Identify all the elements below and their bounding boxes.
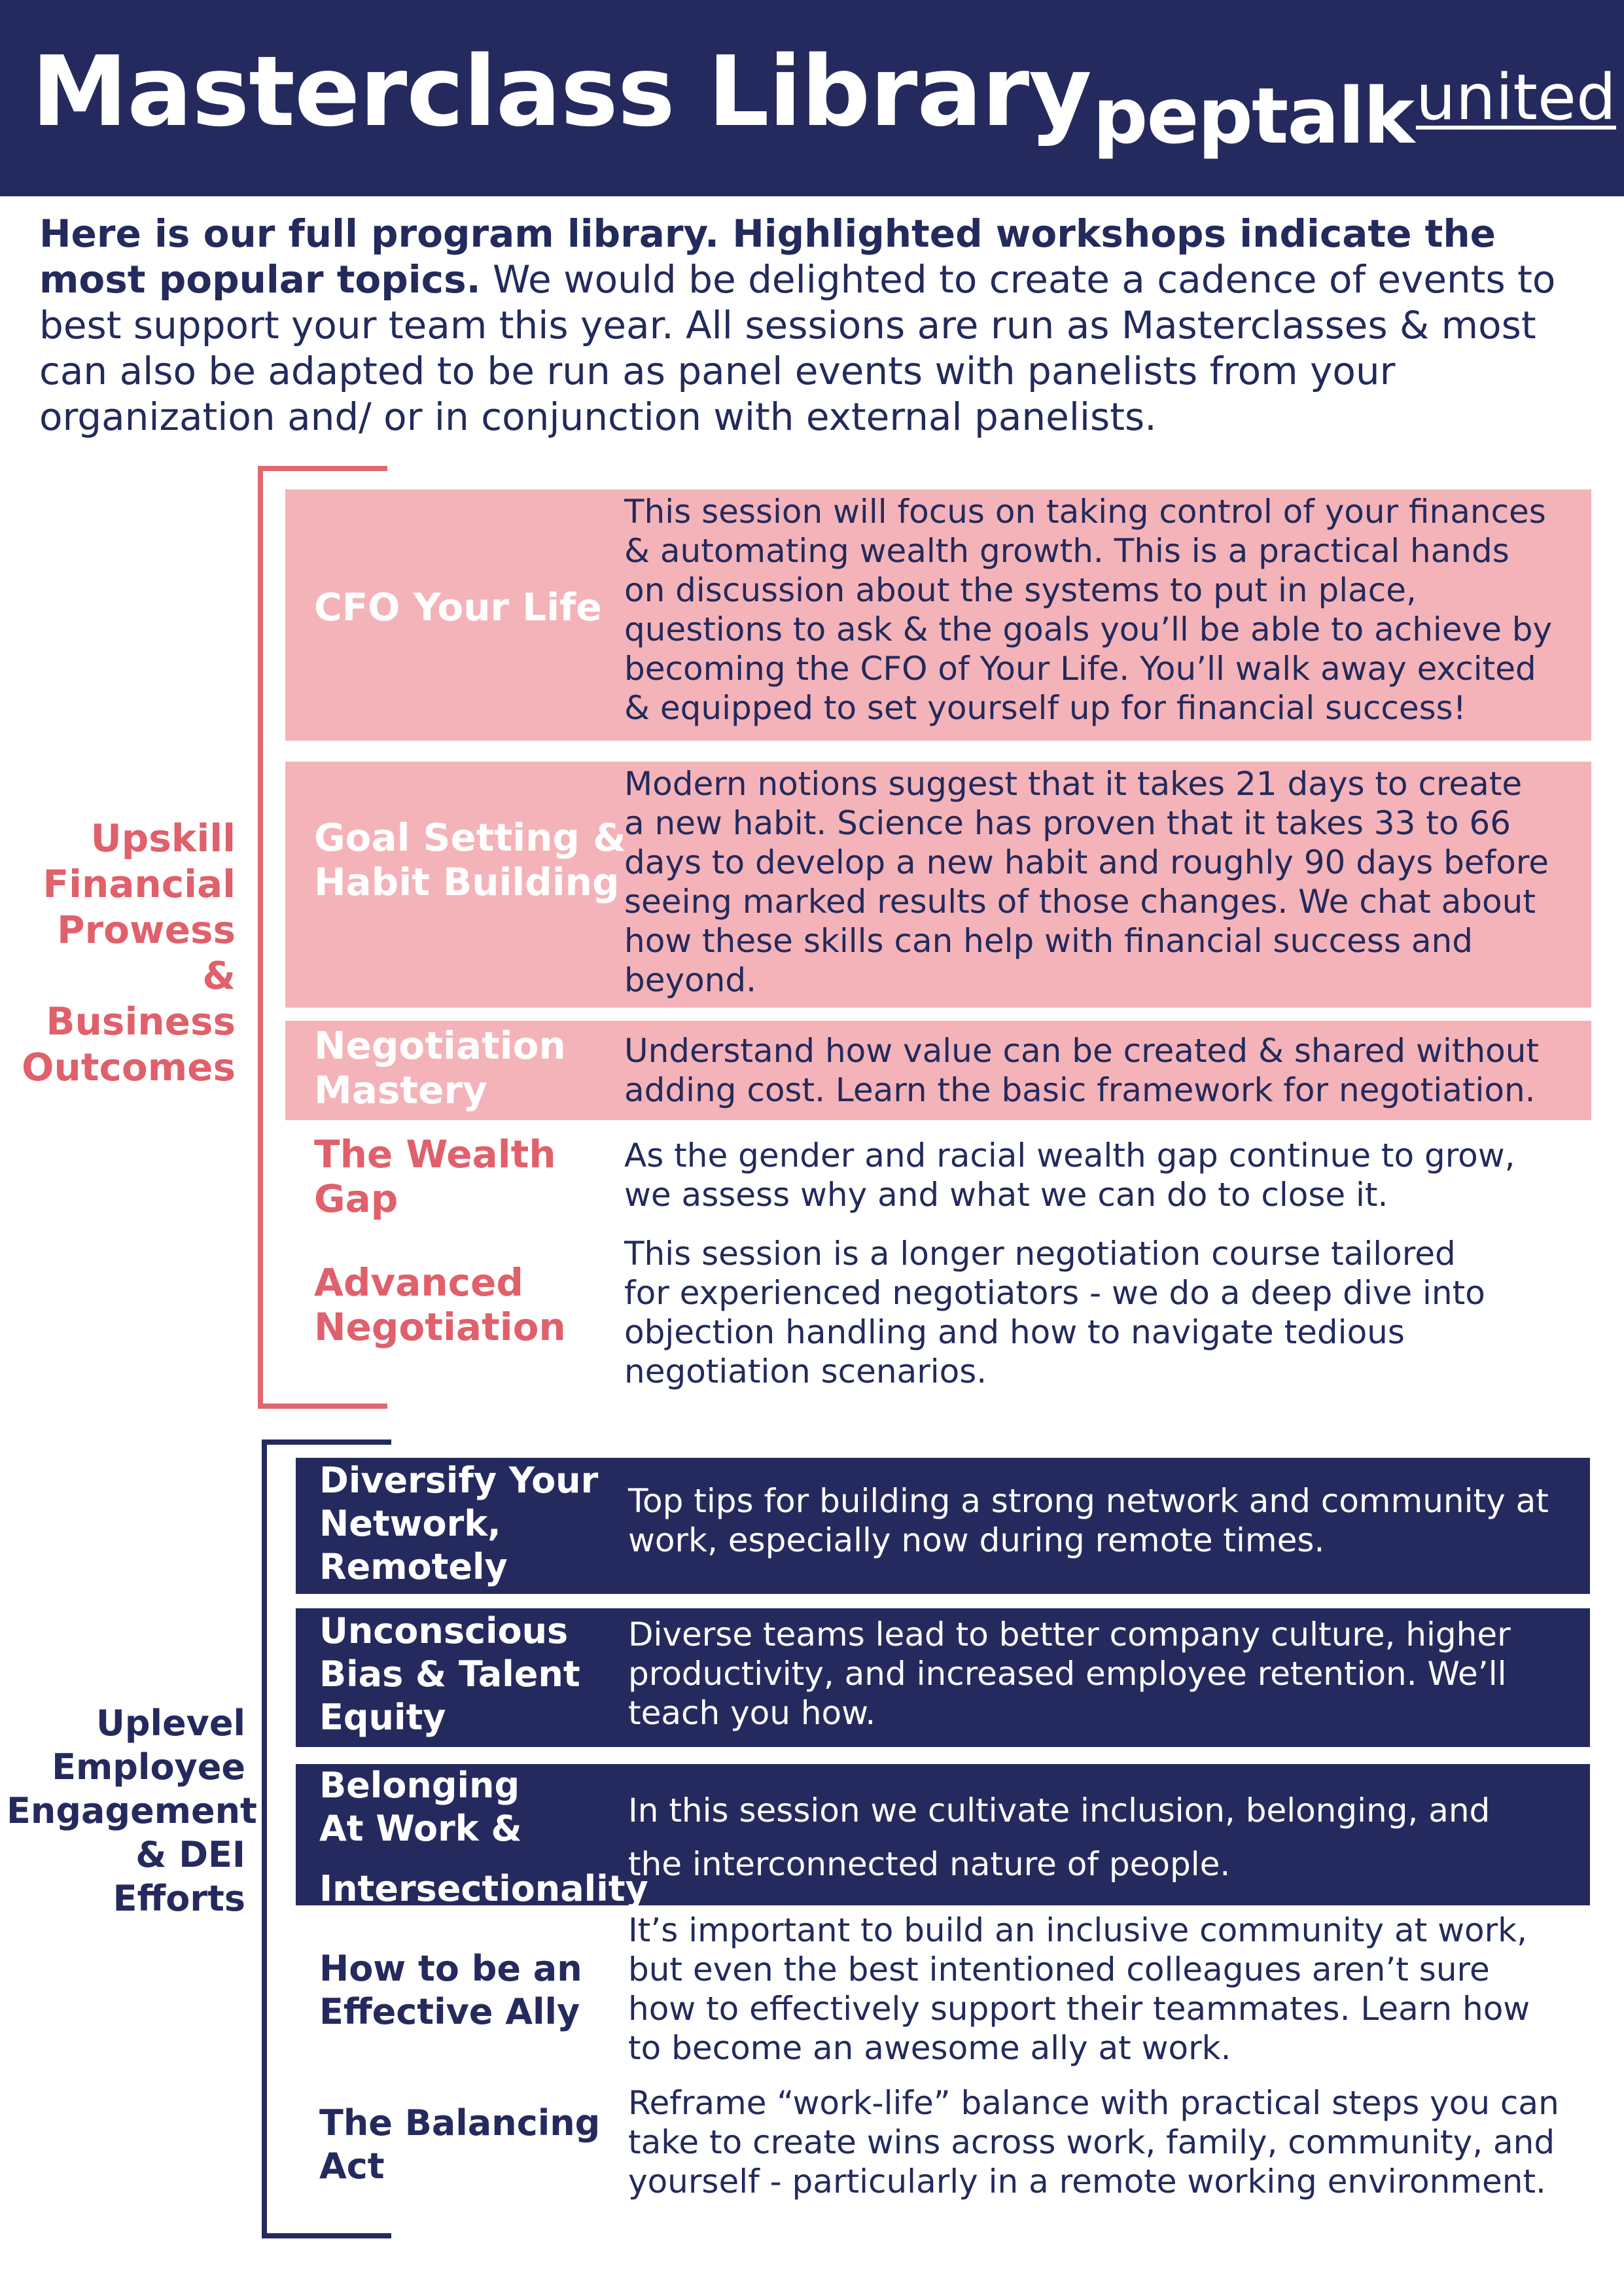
workshop-title: Diversify Your Network, Remotely <box>319 1460 599 1587</box>
workshop-description: Understand how value can be created & shared without adding cost. Learn the basic framework for negotiation. <box>624 1032 1540 1109</box>
intro-paragraph <box>39 211 1603 440</box>
intro-regular-text: We would be delighted to create a cadence of events to best support your team this year. All sessions are run as Masterclasses & most can also be adapted to be run as panel events with panelists from your organization and/ or in conjunction with external panelists. <box>39 257 1556 439</box>
workshop-description: As the gender and racial wealth gap continue to grow, we assess why and what we can do to close it. <box>624 1137 1515 1214</box>
workshop-description: Modern notions suggest that it takes 21 days to create a new habit. Science has proven that it takes 33 to 66 days to develop a new habit and roughly 90 days before seeing marked results of those changes. We chat about how these skills can help with financial success and beyond. <box>624 765 1549 999</box>
workshop-description: Reframe “work-life” balance with practical steps you can take to create wins across work, family, community, and yourself - particularly in a remote working environment. <box>628 2084 1559 2200</box>
section-financial-label: Upskill Financial Prowess & Business Outcomes <box>22 816 236 1089</box>
workshop-description: Top tips for building a strong network and community at work, especially now during remote times. <box>628 1482 1549 1559</box>
workshop-title: Goal Setting & Habit Building <box>314 815 626 904</box>
workshop-title: The Balancing Act <box>319 2102 601 2187</box>
section-dei-label: Uplevel Employee Engagement & DEI Efforts <box>7 1703 257 1919</box>
workshop-description: In this session we cultivate inclusion, belonging, and the interconnected nature of people. <box>628 1792 1491 1883</box>
workshop-description: This session is a longer negotiation course tailored for experienced negotiators - we do a deep dive into objection handling and how to navigate tedious negotiation scenarios. <box>624 1235 1485 1390</box>
workshop-diversify-network <box>296 1458 1590 1594</box>
logo-light-text: united <box>1415 61 1616 134</box>
workshop-title: How to be an Effective Ally <box>319 1948 582 2032</box>
workshop-description: This session will focus on taking control of your finances & automating wealth growth. This is a practical hands on discussion about the systems to put in place, questions to ask & the goals you’ll be able to achieve by becoming the CFO of Your Life. You’ll walk away excited & equipped to set yourself up for financial success! <box>624 493 1553 727</box>
workshop-title: Negotiation Mastery <box>314 1023 566 1112</box>
workshop-balancing-act <box>296 2083 1590 2214</box>
logo-bold-text: peptalk <box>1093 71 1413 161</box>
workshop-advanced-negotiation <box>285 1233 1591 1394</box>
workshop-description: It’s important to build an inclusive community at work, but even the best intentioned colleagues aren’t sure how to effectively support their teammates. Learn how to become an awesome ally at work. <box>628 1911 1530 2067</box>
workshop-goal-setting <box>285 762 1591 1008</box>
peptalk-united-logo <box>1093 61 1616 161</box>
workshop-title: CFO Your Life <box>314 585 602 629</box>
intro-bold-text: Here is our full program library. Highlighted workshops indicate the most popular topics. <box>39 211 1496 302</box>
workshop-title: Belonging At Work & Intersectionality <box>319 1765 648 1909</box>
workshop-description: Diverse teams lead to better company culture, higher productivity, and increased employee retention. We’ll teach you how. <box>628 1616 1511 1732</box>
workshop-title: Advanced Negotiation <box>314 1260 566 1349</box>
header-banner <box>0 0 1624 196</box>
workshop-title: Unconscious Bias & Talent Equity <box>319 1610 580 1738</box>
workshop-effective-ally <box>296 1911 1590 2073</box>
workshop-negotiation-mastery <box>285 1021 1591 1120</box>
workshop-wealth-gap <box>285 1132 1591 1230</box>
page-title: Masterclass Library <box>31 35 1091 148</box>
workshop-cfo-your-life <box>285 489 1591 741</box>
workshop-title: The Wealth Gap <box>314 1132 556 1221</box>
workshop-belonging-at-work <box>296 1764 1590 1909</box>
workshop-unconscious-bias <box>296 1608 1590 1747</box>
